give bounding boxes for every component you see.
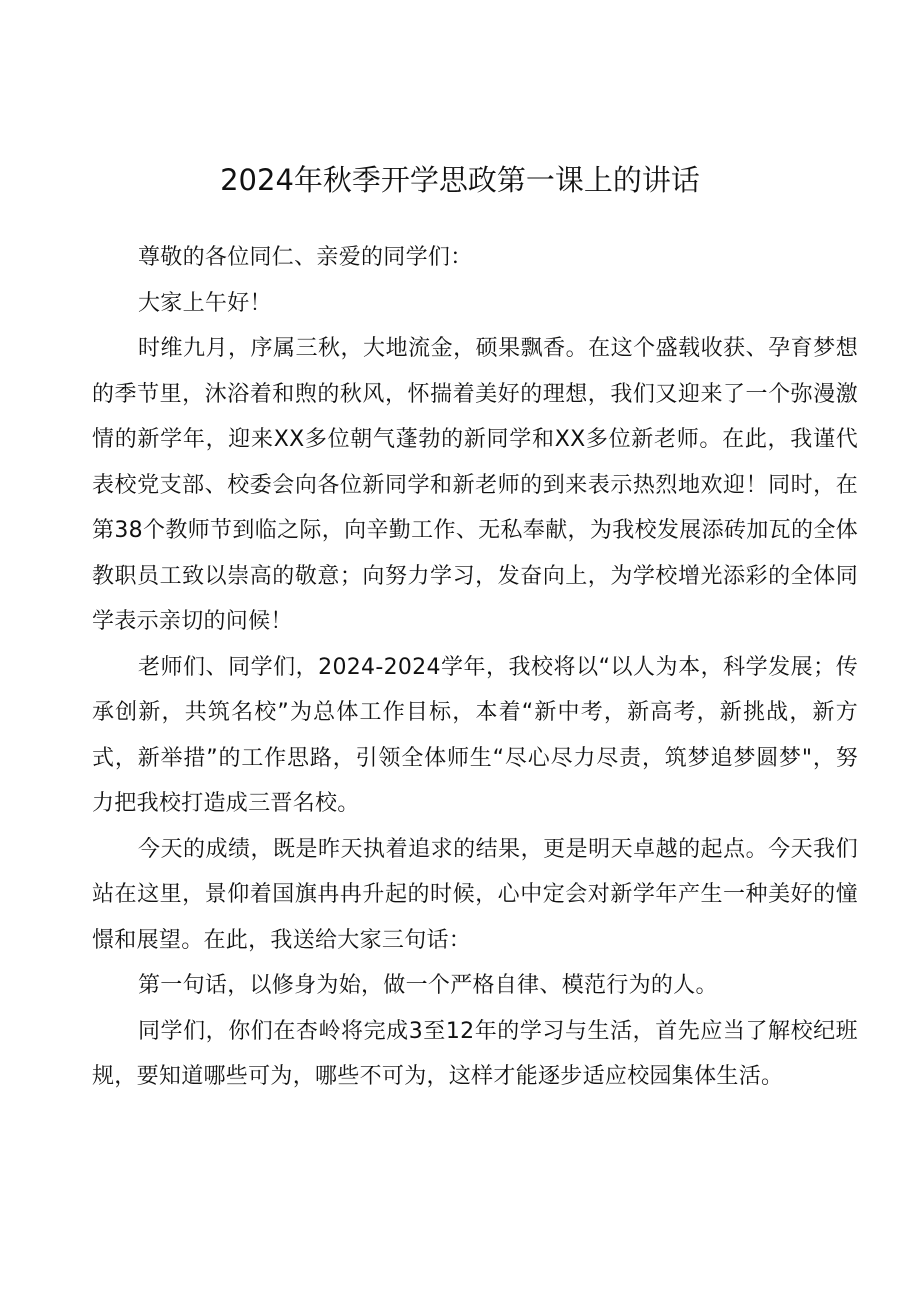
- paragraph-first-sentence: 第一句话，以修身为始，做一个严格自律、模范行为的人。: [138, 973, 718, 998]
- paragraph-school-goals: 老师们、同学们，2024-2024学年，我校将以“以人为本，科学发展；传承创新，共筑名校”为总体工作目标，本着“新中考，新高考，新挑战，新方式，新举措”的工作思路，引领全体师生“尽心尽力尽责，筑梦追梦圆梦"，努力把我校打造成三晋名校。: [92, 654, 858, 816]
- document-body: [92, 235, 858, 1100]
- document-title: 2024年秋季开学思政第一课上的讲话: [220, 163, 700, 197]
- paragraph-three-sentences: 今天的成绩，既是昨天执着追求的结果，更是明天卓越的起点。今天我们站在这里，景仰着国旗冉冉升起的时候，心中定会对新学年产生一种美好的憧憬和展望。在此，我送给大家三句话：: [92, 836, 858, 953]
- paragraph-welcome: 时维九月，序属三秋，大地流金，硕果飘香。在这个盛载收获、孕育梦想的季节里，沐浴着和煦的秋风，怀揣着美好的理想，我们又迎来了一个弥漫激情的新学年，迎来XX多位朝气蓬勃的新同学和XX多位新老师。在此，我谨代表校党支部、校委会向各位新同学和新老师的到来表示热烈地欢迎！同时，在第38个教师节到临之际，向辛勤工作、无私奉献，为我校发展添砖加瓦的全体教职员工致以崇高的敬意；向努力学习，发奋向上，为学校增光添彩的全体同学表示亲切的问候！: [92, 336, 858, 634]
- paragraph-school-rules: 同学们，你们在杏岭将完成3至12年的学习与生活，首先应当了解校纪班规，要知道哪些可为，哪些不可为，这样才能逐步适应校园集体生活。: [92, 1018, 858, 1089]
- paragraph-salutation: 尊敬的各位同仁、亲爱的同学们：: [138, 245, 473, 270]
- paragraph-greeting: 大家上午好！: [138, 290, 272, 316]
